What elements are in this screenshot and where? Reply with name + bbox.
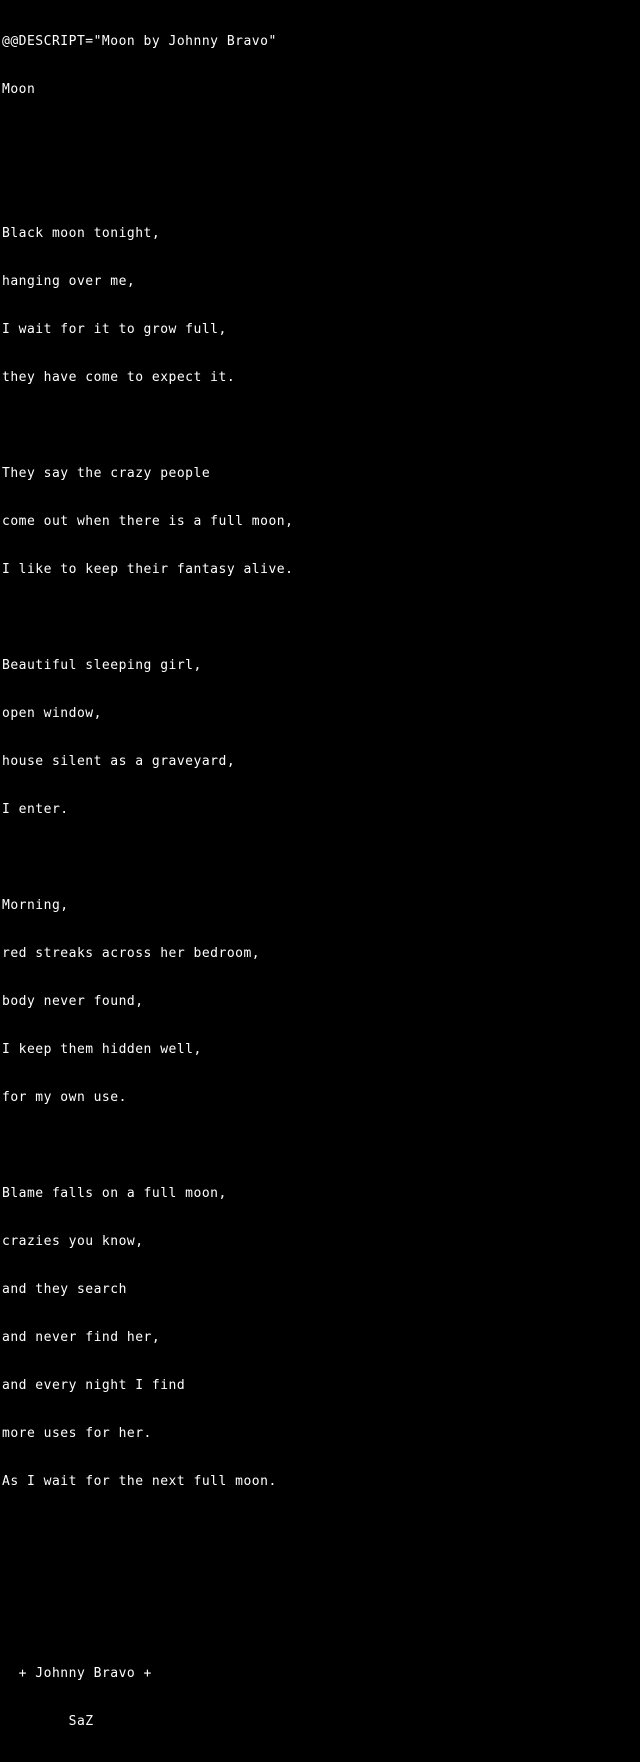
poem-line: They say the crazy people (2, 466, 211, 481)
poem-line (2, 130, 640, 146)
poem-line (2, 1138, 640, 1154)
poem-line: for my own use. (2, 1090, 127, 1105)
poem-line: I wait for it to grow full, (2, 322, 227, 337)
poem-line: Morning, (2, 898, 69, 913)
poem-line: and every night I find (2, 1378, 186, 1393)
poem-line: red streaks across her bedroom, (2, 946, 261, 961)
descript-header-line: @@DESCRIPT="Moon by Johnny Bravo" (2, 34, 277, 49)
poem-line (2, 610, 640, 626)
poem-line: more uses for her. (2, 1426, 152, 1441)
group-signature: SaZ (2, 1714, 94, 1729)
poem-line: come out when there is a full moon, (2, 514, 294, 529)
poem-line: Beautiful sleeping girl, (2, 658, 202, 673)
author-signature: + Johnny Bravo + (2, 1666, 152, 1681)
poem-line (2, 850, 640, 866)
poem-line (2, 178, 640, 194)
spacer-line (2, 1570, 640, 1586)
poem-line: and they search (2, 1282, 127, 1297)
poem-line: body never found, (2, 994, 144, 1009)
poem-line (2, 418, 640, 434)
poem-line: Black moon tonight, (2, 226, 161, 241)
poem-line: they have come to expect it. (2, 370, 236, 385)
spacer-line (2, 1618, 640, 1634)
poem-line: I enter. (2, 802, 69, 817)
poem-line: As I wait for the next full moon. (2, 1474, 277, 1489)
document-title-line: Moon (2, 82, 36, 97)
poem-line: crazies you know, (2, 1234, 144, 1249)
poem-line: house silent as a graveyard, (2, 754, 236, 769)
poem-line: hanging over me, (2, 274, 136, 289)
poem-line: and never find her, (2, 1330, 161, 1345)
poem-line: I like to keep their fantasy alive. (2, 562, 294, 577)
poem-line: open window, (2, 706, 102, 721)
poem-line: Blame falls on a full moon, (2, 1186, 227, 1201)
poem-line: I keep them hidden well, (2, 1042, 202, 1057)
spacer-line (2, 1522, 640, 1538)
